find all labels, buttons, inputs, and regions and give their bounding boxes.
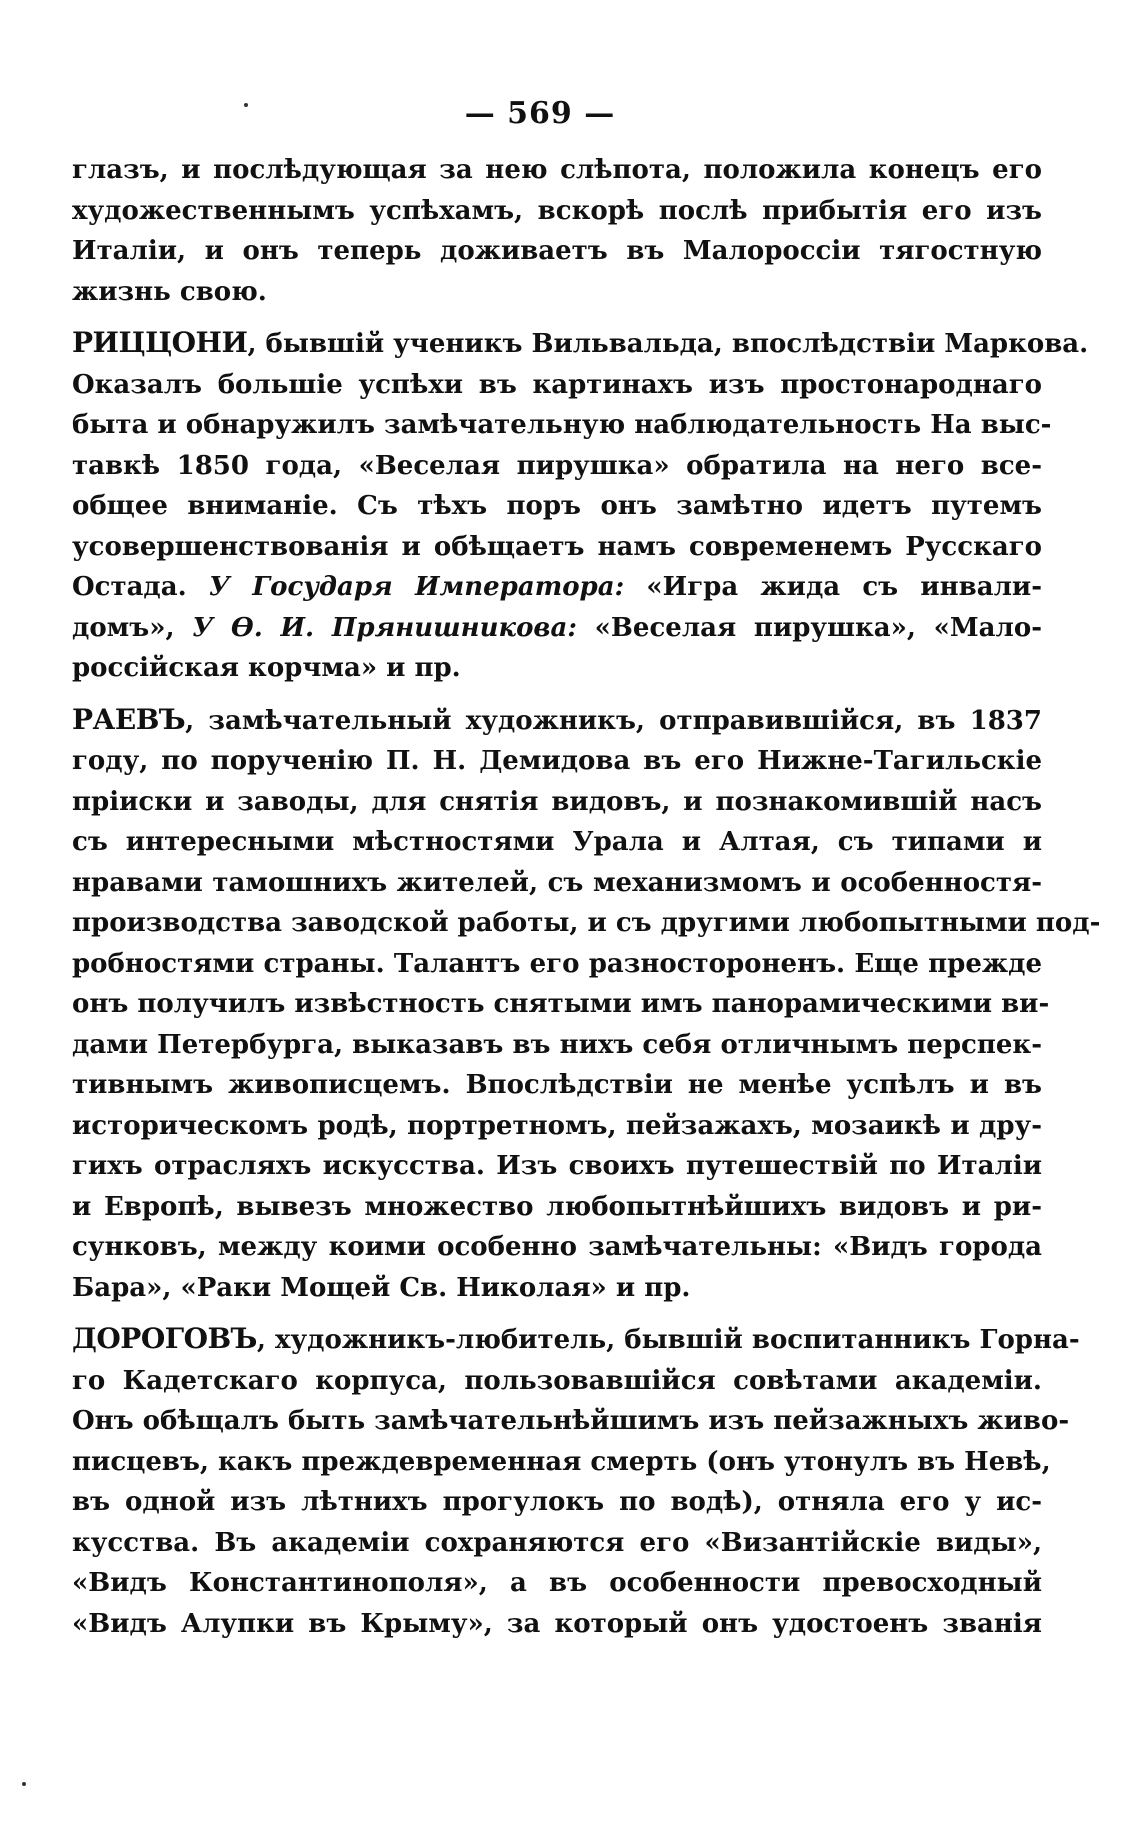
paragraph-gap (72, 689, 1042, 700)
text-line (72, 822, 1042, 863)
text-line (72, 608, 1042, 649)
text-line (72, 150, 1042, 191)
text-run: въ одной изъ лѣтнихъ прогулокъ по водѣ), отняла его у ис- (72, 1487, 1042, 1517)
text-run: нравами тамошнихъ жителей, съ механизмомъ и особенностя- (72, 867, 1042, 898)
text-line (72, 567, 1042, 608)
entry-heading: РАЕВЪ (72, 702, 186, 736)
text-line (72, 1268, 1042, 1309)
text-run: усовершенствованія и обѣщаетъ намъ современемъ Русскаго (72, 531, 1042, 562)
text-line (72, 782, 1042, 823)
text-run: и Европѣ, вывезъ множество любопытнѣйшихъ видовъ и ри- (72, 1191, 1042, 1222)
text-line (72, 191, 1042, 232)
text-line (72, 1482, 1042, 1523)
text-line (72, 1025, 1042, 1066)
text-line (72, 741, 1042, 782)
text-run: Онъ обѣщалъ быть замѣчательнѣйшимъ изъ пейзажныхъ живо- (72, 1406, 1070, 1436)
text-line (72, 1319, 1080, 1361)
page-number: — 569 — (464, 96, 616, 131)
text-line (72, 984, 1050, 1025)
text-run: робностями страны. Талантъ его разностороненъ. Еще прежде (72, 948, 1042, 979)
text-line (72, 1523, 1042, 1564)
text-run: Оказалъ большіе успѣхи въ картинахъ изъ простонароднаго (72, 369, 1042, 400)
entry-heading: РИЦЦОНИ (72, 326, 248, 359)
text-line (72, 648, 1042, 689)
entry-heading: ДОРОГОВЪ (72, 1322, 257, 1355)
text-line (72, 1106, 1042, 1147)
text-line (72, 405, 1052, 446)
text-run: домъ», (72, 612, 193, 643)
text-line (72, 1065, 1042, 1106)
text-run: производства заводской работы, и съ другими любопытными под- (72, 908, 1101, 938)
text-line (72, 1361, 1042, 1402)
text-run: «Веселая пирушка», «Мало- (576, 612, 1042, 643)
text-run: «Игра жида съ инвали- (624, 572, 1042, 602)
text-line (72, 700, 1042, 742)
text-line (72, 1442, 1051, 1483)
text-run: году, по порученію П. Н. Демидова въ его Нижне-Тагильскіе (72, 746, 1042, 776)
text-line (72, 1187, 1042, 1228)
text-line (72, 863, 1042, 904)
text-line (72, 1227, 1042, 1268)
text-run: пріиски и заводы, для снятія видовъ, и познакомившій насъ (72, 786, 1042, 817)
text-line (72, 446, 1042, 487)
text-run: быта и обнаружилъ замѣчательную наблюдательность На выс- (72, 410, 1052, 440)
text-run: гихъ отрасляхъ искусства. Изъ своихъ путешествій по Италіи (72, 1151, 1042, 1181)
text-line (72, 1604, 1042, 1645)
text-line (72, 272, 1042, 313)
text-run: тавкѣ 1850 года, «Веселая пирушка» обратила на него все- (72, 450, 1042, 481)
body-text (72, 150, 1101, 1644)
text-line (72, 1146, 1042, 1187)
text-run: Остада. (72, 572, 209, 602)
text-run: писцевъ, какъ преждевременная смерть (онъ утонулъ въ Невѣ, (72, 1446, 1051, 1477)
text-run: сунковъ, между коими особенно замѣчательны: «Видъ города (72, 1232, 1042, 1262)
paragraph-gap (72, 1308, 1042, 1319)
text-run: жизнь свою. (72, 276, 267, 307)
text-run: кусства. Въ академіи сохраняются его «Византійскіе виды», (72, 1527, 1042, 1558)
print-speck (22, 1782, 26, 1786)
text-run: тивнымъ живописцемъ. Впослѣдствіи не менѣе успѣлъ и въ (72, 1070, 1042, 1100)
text-line (72, 527, 1042, 568)
text-run: онъ получилъ извѣстность снятыми имъ панорамическими ви- (72, 989, 1050, 1019)
text-line (72, 1401, 1070, 1442)
text-run: общее вниманіе. Съ тѣхъ поръ онъ замѣтно идетъ путемъ (72, 491, 1042, 521)
text-line (72, 231, 1042, 272)
text-run: Бара», «Раки Мощей Св. Николая» и пр. (72, 1272, 691, 1303)
italic-text: У Ѳ. И. Прянишникова: (192, 612, 577, 643)
text-run: дами Петербурга, выказавъ въ нихъ себя отличнымъ перспек- (72, 1029, 1042, 1060)
text-line (72, 486, 1042, 527)
text-run: «Видъ Алупки въ Крыму», за который онъ удостоенъ званія (72, 1608, 1042, 1639)
text-line (72, 944, 1042, 985)
text-run: россійская корчма» и пр. (72, 653, 461, 683)
text-run: съ интересными мѣстностями Урала и Алтая, съ типами и (72, 827, 1042, 857)
text-run: Италіи, и онъ теперь доживаетъ въ Малороссіи тягостную (72, 236, 1042, 266)
text-run: историческомъ родѣ, портретномъ, пейзажахъ, мозаикѣ и дру- (72, 1110, 1042, 1141)
text-run: «Видъ Константинополя», а въ особенности превосходный (72, 1568, 1042, 1598)
text-run: , замѣчательный художникъ, отправившійся, въ 1837 (185, 705, 1042, 736)
text-line (72, 903, 1101, 944)
text-run: глазъ, и послѣдующая за нею слѣпота, положила конецъ его (72, 155, 1042, 185)
text-run: го Кадетскаго корпуса, пользовавшійся совѣтами академіи. (72, 1365, 1042, 1396)
paragraph-gap (72, 312, 1042, 323)
text-run: , художникъ-любитель, бывшій воспитанникъ Горна- (256, 1325, 1080, 1355)
text-line (72, 323, 1089, 365)
text-run: художественнымъ успѣхамъ, вскорѣ послѣ прибытія его изъ (72, 195, 1042, 226)
text-line (72, 365, 1042, 406)
text-line (72, 1563, 1042, 1604)
text-run: , бывшій ученикъ Вильвальда, впослѣдствіи Маркова. (247, 329, 1089, 359)
print-speck (244, 103, 248, 107)
italic-text: У Государя Императора: (208, 572, 625, 602)
